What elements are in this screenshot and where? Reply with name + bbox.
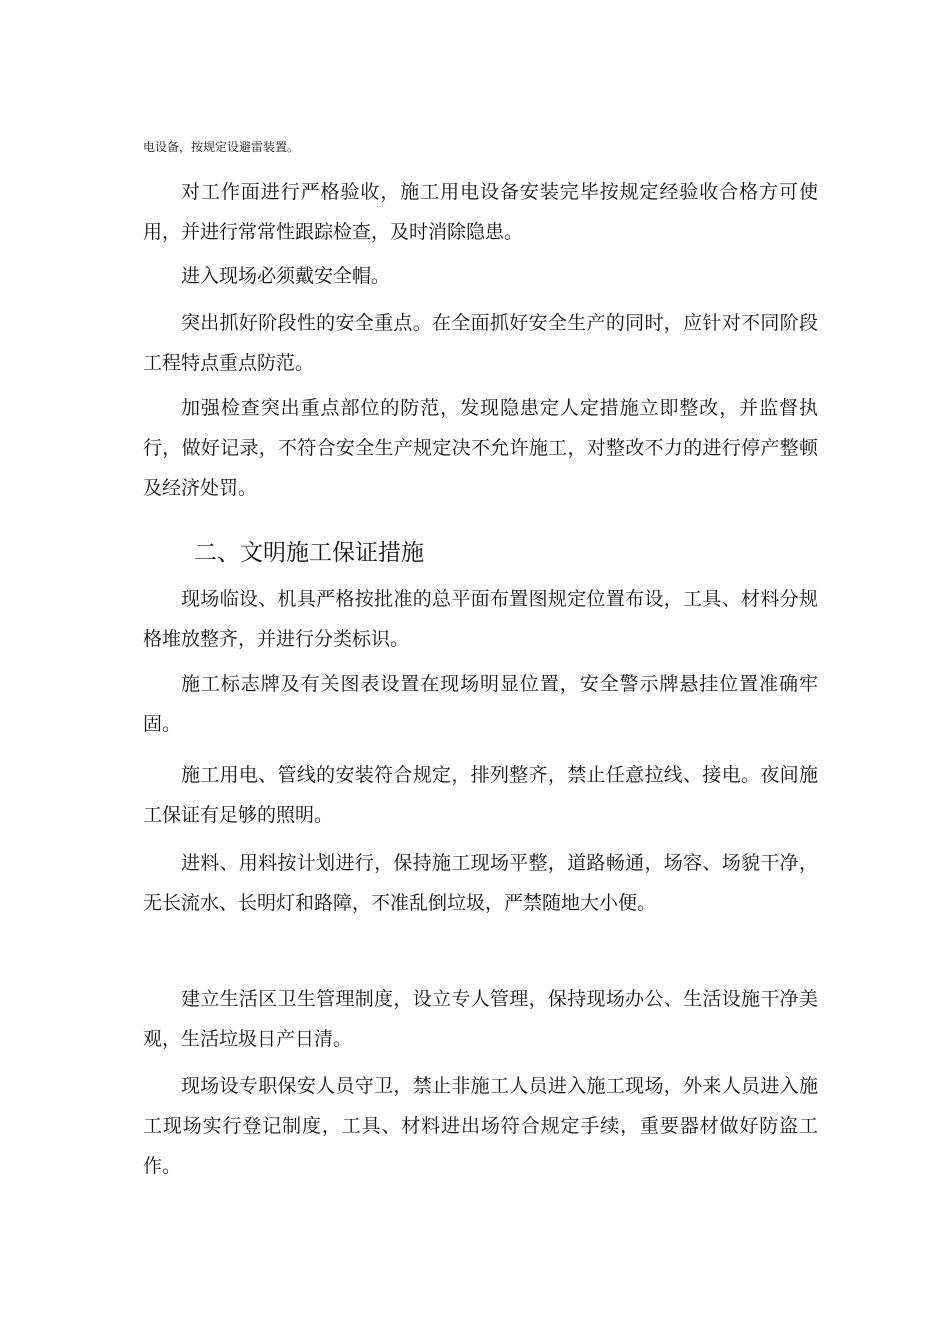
paragraph-safety-helmet: 进入现场必须戴安全帽。 (181, 265, 391, 287)
paragraph-security-guard: 现场设专职保安人员守卫，禁止非施工人员进入施工现场，外来人员进入施工现场实行登记制度，工具、材料进出场符合规定手续，重要器材做好防盗工作。 (143, 1075, 818, 1177)
paragraph-site-layout: 现场临设、机具严格按批准的总平面布置图规定位置布设，工具、材料分规格堆放整齐，并进行分类标识。 (143, 588, 818, 650)
paragraph-work-surface-acceptance: 对工作面进行严格验收，施工用电设备安装完毕按规定经验收合格方可使用，并进行常常性跟踪检查，及时消除隐患。 (143, 181, 818, 243)
paragraph-power-pipelines: 施工用电、管线的安装符合规定，排列整齐，禁止任意拉线、接电。夜间施工保证有足够的照明。 (143, 764, 818, 826)
paragraph-materials-site-cleanliness: 进料、用料按计划进行，保持施工现场平整，道路畅通，场容、场貌干净，无长流水、长明灯和路障，不准乱倒垃圾，严禁随地大小便。 (143, 852, 818, 914)
paragraph-stage-safety-focus: 突出抓好阶段性的安全重点。在全面抓好安全生产的同时，应针对不同阶段工程特点重点防范。 (143, 312, 818, 374)
continued-text-fragment: 电设备，按规定设避雷装置。 (143, 140, 300, 154)
section-heading: 二、文明施工保证措施 (194, 540, 424, 566)
paragraph-living-area-hygiene: 建立生活区卫生管理制度，设立专人管理，保持现场办公、生活设施干净美观，生活垃圾日产日清。 (143, 988, 818, 1050)
paragraph-inspection-rectification: 加强检查突出重点部位的防范，发现隐患定人定措施立即整改，并监督执行，做好记录，不符合安全生产规定决不允许施工，对整改不力的进行停产整顿及经济处罚。 (143, 397, 818, 499)
paragraph-signboards: 施工标志牌及有关图表设置在现场明显位置，安全警示牌悬挂位置准确牢固。 (143, 673, 818, 735)
